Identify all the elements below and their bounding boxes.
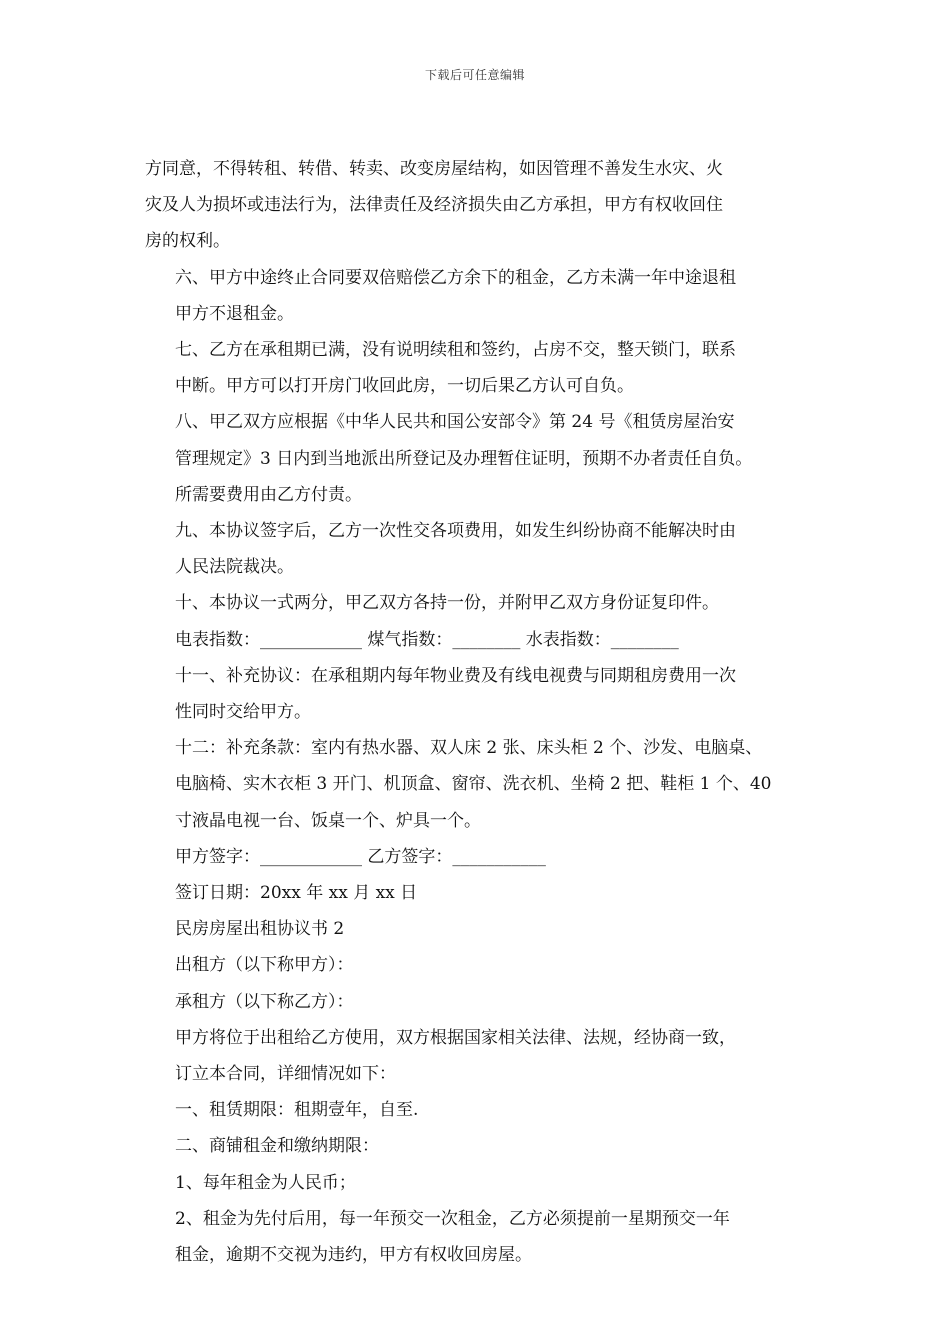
paragraph bbox=[145, 658, 813, 730]
text-line: 八、甲乙双方应根据《中华人民共和国公安部令》第 24 号《租赁房屋治安 bbox=[175, 412, 735, 433]
paragraph bbox=[145, 1128, 813, 1164]
text-line: 1、每年租金为人民币； bbox=[175, 1172, 356, 1193]
document-body bbox=[145, 151, 813, 1273]
paragraph bbox=[145, 513, 813, 585]
text-line: 方同意，不得转租、转借、转卖、改变房屋结构，如因管理不善发生水灾、火 bbox=[145, 159, 723, 179]
paragraph bbox=[145, 839, 813, 875]
paragraph bbox=[145, 1092, 813, 1128]
text-line: 甲方将位于出租给乙方使用，双方根据国家相关法律、法规，经协商一致， bbox=[175, 1027, 736, 1048]
paragraph bbox=[145, 1201, 813, 1273]
paragraph bbox=[145, 260, 813, 332]
text-line: 一、租赁期限：租期壹年，自至. bbox=[175, 1100, 419, 1121]
text-line: 中断。甲方可以打开房门收回此房，一切后果乙方认可自负。 bbox=[175, 376, 634, 397]
paragraph bbox=[145, 875, 813, 911]
text-line: 签订日期：20xx 年 xx 月 xx 日 bbox=[175, 883, 418, 904]
text-line: 七、乙方在承租期已满，没有说明续租和签约，占房不交，整天锁门，联系 bbox=[175, 340, 736, 361]
text-line: 甲方不退租金。 bbox=[175, 303, 294, 324]
text-line: 二、商铺租金和缴纳期限： bbox=[175, 1136, 379, 1157]
text-line: 电表指数：____________ 煤气指数：________ 水表指数：________ bbox=[175, 629, 679, 650]
text-line: 九、本协议签字后，乙方一次性交各项费用，如发生纠纷协商不能解决时由 bbox=[175, 521, 736, 542]
text-line: 十、本协议一式两分，甲乙双方各持一份，并附甲乙双方身份证复印件。 bbox=[175, 593, 719, 614]
text-line: 六、甲方中途终止合同要双倍赔偿乙方余下的租金，乙方未满一年中途退租 bbox=[175, 267, 736, 288]
text-line: 电脑椅、实木衣柜 3 开门、机顶盒、窗帘、洗衣机、坐椅 2 把、鞋柜 1 个、40 bbox=[175, 774, 772, 795]
text-line: 租金，逾期不交视为违约，甲方有权收回房屋。 bbox=[175, 1245, 532, 1266]
text-line: 订立本合同，详细情况如下： bbox=[175, 1064, 396, 1085]
text-line: 所需要费用由乙方付责。 bbox=[175, 484, 362, 505]
paragraph bbox=[145, 947, 813, 983]
paragraph bbox=[145, 151, 813, 260]
text-line: 承租方（以下称乙方）： bbox=[175, 991, 354, 1012]
paragraph bbox=[145, 1165, 813, 1201]
paragraph bbox=[145, 332, 813, 404]
text-line: 甲方签字：____________ 乙方签字：___________ bbox=[175, 846, 546, 867]
text-line: 性同时交给甲方。 bbox=[175, 702, 311, 723]
text-line: 寸液晶电视一台、饭桌一个、炉具一个。 bbox=[175, 810, 481, 831]
text-line: 十一、补充协议：在承租期内每年物业费及有线电视费与同期租房费用一次 bbox=[175, 665, 736, 686]
paragraph bbox=[145, 911, 813, 947]
paragraph bbox=[145, 404, 813, 513]
text-line: 2、租金为先付后用，每一年预交一次租金，乙方必须提前一星期预交一年 bbox=[175, 1208, 730, 1229]
paragraph bbox=[145, 622, 813, 658]
text-line: 出租方（以下称甲方）： bbox=[175, 955, 354, 976]
page-header: 下载后可任意编辑 bbox=[424, 68, 525, 82]
text-line: 十二：补充条款：室内有热水器、双人床 2 张、床头柜 2 个、沙发、电脑桌、 bbox=[175, 738, 763, 759]
paragraph bbox=[145, 730, 813, 839]
text-line: 人民法院裁决。 bbox=[175, 557, 294, 578]
text-line: 管理规定》3 日内到当地派出所登记及办理暂住证明，预期不办者责任自负。 bbox=[175, 448, 753, 469]
text-line: 房的权利。 bbox=[145, 231, 230, 252]
text-line: 民房房屋出租协议书 2 bbox=[175, 919, 345, 940]
paragraph bbox=[145, 984, 813, 1020]
paragraph bbox=[145, 1020, 813, 1092]
paragraph bbox=[145, 585, 813, 621]
text-line: 灾及人为损坏或违法行为，法律责任及经济损失由乙方承担，甲方有权收回住 bbox=[145, 195, 723, 216]
